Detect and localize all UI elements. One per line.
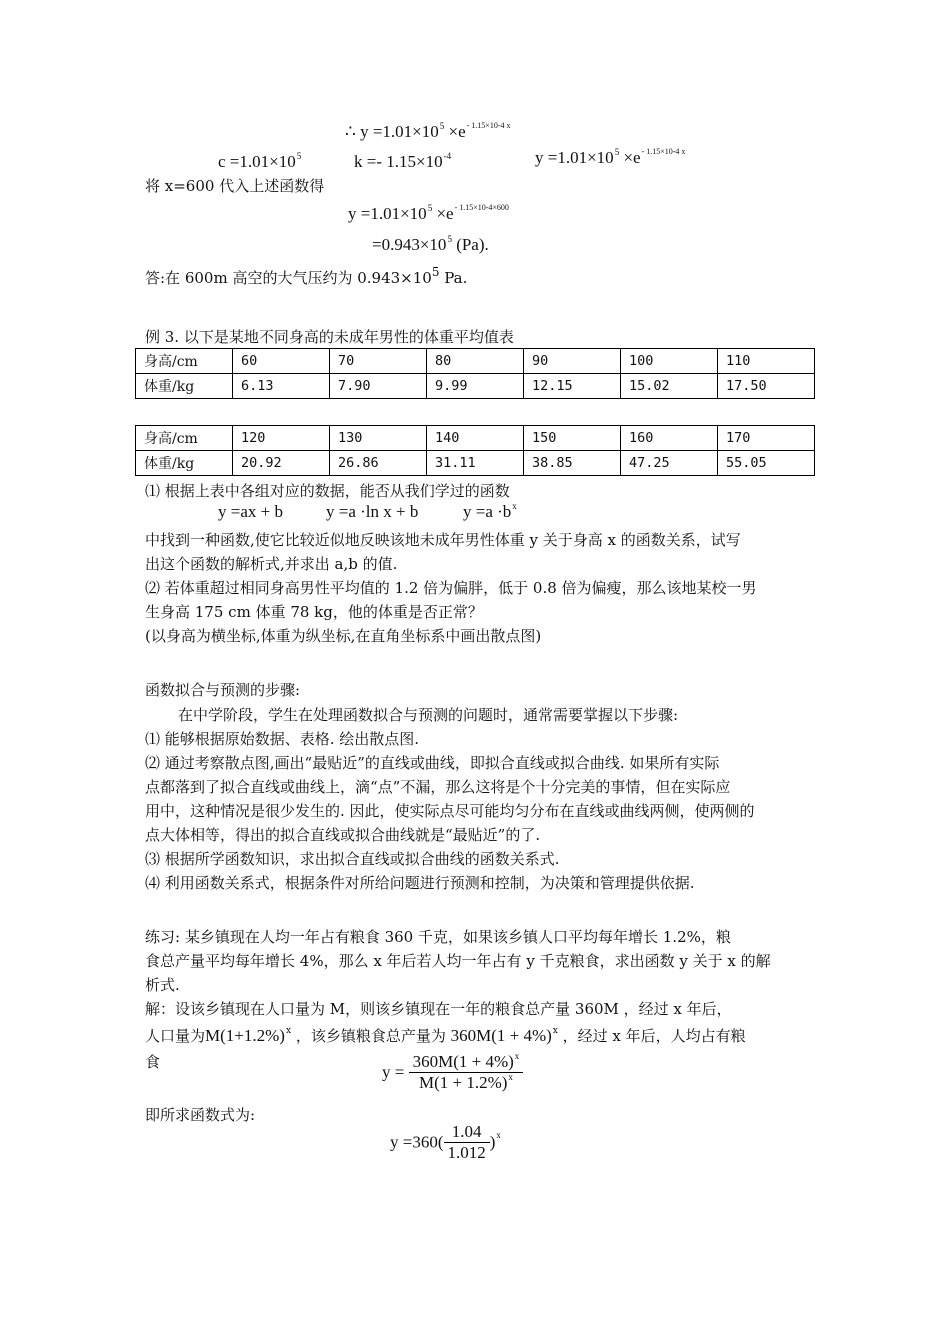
formula-text: 360M(1 + 4%)	[412, 1052, 514, 1071]
formula-exp: - 1.15×10-4×600	[454, 203, 509, 212]
fraction	[409, 1052, 524, 1093]
table-cell: 90	[524, 349, 621, 374]
formula-exp: x	[496, 1129, 501, 1140]
formula-text: y =1.01×10	[348, 204, 427, 223]
formula-exp: 5	[614, 147, 620, 157]
formula-exp: x	[512, 501, 517, 511]
question2-line1: ⑵ 若体重超过相同身高男性平均值的 1.2 倍为偏胖，低于 0.8 倍为偏瘦，那么该地某校一男	[145, 579, 757, 597]
formula-exp: 5	[439, 121, 445, 131]
table-cell: 170	[718, 426, 815, 451]
table-row	[136, 426, 815, 451]
formula-exp: x	[508, 1072, 513, 1082]
steps-intro: 在中学阶段，学生在处理函数拟合与预测的问题时，通常需要掌握以下步骤:	[178, 706, 679, 724]
final-label: 即所求函数式为:	[145, 1106, 256, 1124]
table-cell: 17.50	[718, 374, 815, 399]
table-cell: 6.13	[233, 374, 330, 399]
solution-text: ，该乡镇粮食总产量为	[295, 1027, 446, 1045]
exercise-line1: 练习: 某乡镇现在人均一年占有粮食 360 千克，如果该乡镇人口平均每年增长 1.2%，粮	[145, 928, 731, 946]
step-3: ⑶ 根据所学函数知识，求出拟合直线或拟合曲线的函数关系式.	[145, 850, 560, 868]
formula-exp: 5	[427, 203, 433, 213]
table-cell: 9.99	[427, 374, 524, 399]
table-cell: 110	[718, 349, 815, 374]
fraction-denominator: 1.012	[444, 1142, 490, 1163]
step-2-line3: 用中，这种情况是很少发生的. 因此，使实际点尽可能均匀分布在直线或曲线两侧，使两侧的	[145, 802, 755, 820]
example3-title: 例 3. 以下是某地不同身高的未成年男性的体重平均值表	[145, 328, 514, 346]
formula-exp: x	[552, 1026, 558, 1036]
table-cell: 20.92	[233, 451, 330, 476]
table-cell: 140	[427, 426, 524, 451]
question1-line3: 出这个函数的解析式,并求出 a,b 的值.	[145, 555, 398, 573]
formula-exp: -4	[443, 151, 452, 161]
formula-c	[218, 152, 301, 172]
formula-k	[354, 152, 451, 172]
step-2-line2: 点都落到了拟合直线或曲线上，滴“点”不漏，那么这将是个十分完美的事情，但在实际应	[145, 778, 731, 796]
formula-exp: 5	[447, 234, 452, 244]
table-cell: 55.05	[718, 451, 815, 476]
height-weight-table-1	[135, 348, 815, 399]
answer-text	[145, 266, 815, 291]
table-cell: 身高/cm	[136, 349, 233, 374]
table-cell: 100	[621, 349, 718, 374]
formula-text: M(1+1.2%)	[205, 1026, 285, 1045]
solution-line1: 解：设该乡镇现在人口量为 M，则该乡镇现在一年的粮食总产量 360M ，经过 x 年后，	[145, 1000, 732, 1018]
formula-text: y =360(	[390, 1132, 444, 1152]
formula-exp: - 1.15×10-4 x	[466, 121, 511, 130]
table-cell: 体重/kg	[136, 451, 233, 476]
table-cell: 60	[233, 349, 330, 374]
table-cell: 31.11	[427, 451, 524, 476]
table-cell: 120	[233, 426, 330, 451]
table-row	[136, 374, 815, 399]
formula-exp: - 1.15×10-4 x	[641, 147, 686, 156]
formula-text: 360M(1 + 4%)	[450, 1026, 552, 1045]
table-cell: 70	[330, 349, 427, 374]
step-4: ⑷ 利用函数关系式，根据条件对所给问题进行预测和控制，为决策和管理提供依据.	[145, 874, 695, 892]
answer-exp: 5	[431, 265, 440, 279]
step-1: ⑴ 能够根据原始数据、表格. 绘出散点图.	[145, 730, 420, 748]
formula-exp: x	[514, 1051, 520, 1061]
table-cell: 7.90	[330, 374, 427, 399]
candidate-function-log: y =a ·ln x + b	[326, 502, 419, 521]
exercise-line2: 食总产量平均每年增长 4%，那么 x 年后若人均一年占有 y 千克粮食，求出函数 y 关于 x 的解	[145, 952, 771, 970]
table-cell: 80	[427, 349, 524, 374]
formula-y	[535, 148, 685, 168]
exercise-line3: 析式.	[145, 976, 180, 994]
formula-text: ×e	[432, 204, 454, 223]
formula-exp: x	[285, 1026, 292, 1036]
table-cell: 26.86	[330, 451, 427, 476]
formula-text: M(1 + 1.2%)	[418, 1073, 508, 1092]
formula-text: (Pa).	[451, 235, 489, 254]
formula-text: ×e	[619, 148, 641, 167]
candidate-function-linear: y =ax + b	[218, 502, 283, 521]
formula-text: y =1.01×10	[535, 148, 614, 167]
table-cell: 160	[621, 426, 718, 451]
formula-text: ∴ y =1.01×10	[345, 122, 439, 141]
step-2-line1: ⑵ 通过考察散点图,画出“最贴近”的直线或曲线，即拟合直线或拟合曲线. 如果所有实际	[145, 754, 720, 772]
fraction	[444, 1122, 490, 1163]
table-row	[136, 451, 815, 476]
solution-text: 人口量为	[145, 1027, 206, 1045]
formula-text: =0.943×10	[372, 235, 447, 254]
table-row	[136, 349, 815, 374]
height-weight-table-2	[135, 425, 815, 476]
solution-text: ，经过 x 年后，人均占有粮	[562, 1027, 746, 1045]
steps-heading: 函数拟合与预测的步骤:	[145, 681, 301, 699]
solution-line2	[145, 1024, 815, 1051]
table-cell: 体重/kg	[136, 374, 233, 399]
table-cell: 130	[330, 426, 427, 451]
table-cell: 150	[524, 426, 621, 451]
table-cell: 38.85	[524, 451, 621, 476]
question2-line3: (以身高为横坐标,体重为纵坐标,在直角坐标系中画出散点图)	[145, 627, 542, 645]
candidate-function-exp	[463, 502, 517, 522]
fraction-numerator: 1.04	[451, 1122, 482, 1141]
fraction-numerator	[409, 1052, 524, 1072]
formula-result	[372, 235, 489, 255]
formula-text: )	[489, 1132, 496, 1152]
formula-therefore	[345, 122, 510, 142]
question2-line2: 生身高 175 cm 体重 78 kg，他的体重是否正常？	[145, 603, 483, 621]
formula-exp: 5	[296, 151, 302, 161]
fraction-formula-2	[390, 1122, 501, 1163]
formula-text: y =	[382, 1062, 405, 1082]
table-cell: 15.02	[621, 374, 718, 399]
formula-text: k =- 1.15×10	[354, 152, 443, 171]
fraction-denominator	[409, 1072, 524, 1093]
formula-substitute	[348, 204, 509, 224]
solution-line3: 食	[145, 1053, 161, 1071]
table-cell: 47.25	[621, 451, 718, 476]
question1-line2: 中找到一种函数,使它比较近似地反映该地未成年男性体重 y 关于身高 x 的函数关系，试写	[145, 531, 741, 549]
fraction-formula-1	[382, 1052, 523, 1093]
formula-text: ×e	[444, 122, 466, 141]
substitute-text: 将 x=600 代入上述函数得	[145, 177, 325, 195]
table-cell: 12.15	[524, 374, 621, 399]
formula-text: c =1.01×10	[218, 152, 296, 171]
formula-text: y =a ·b	[463, 502, 512, 521]
question1-line1: ⑴ 根据上表中各组对应的数据，能否从我们学过的函数	[145, 482, 510, 500]
step-2-line4: 点大体相等，得出的拟合直线或拟合曲线就是“最贴近”的了.	[145, 826, 541, 844]
answer-body: 答:在 600m 高空的大气压约为 0.943×10	[145, 269, 432, 287]
table-cell: 身高/cm	[136, 426, 233, 451]
answer-unit: Pa.	[439, 269, 468, 287]
